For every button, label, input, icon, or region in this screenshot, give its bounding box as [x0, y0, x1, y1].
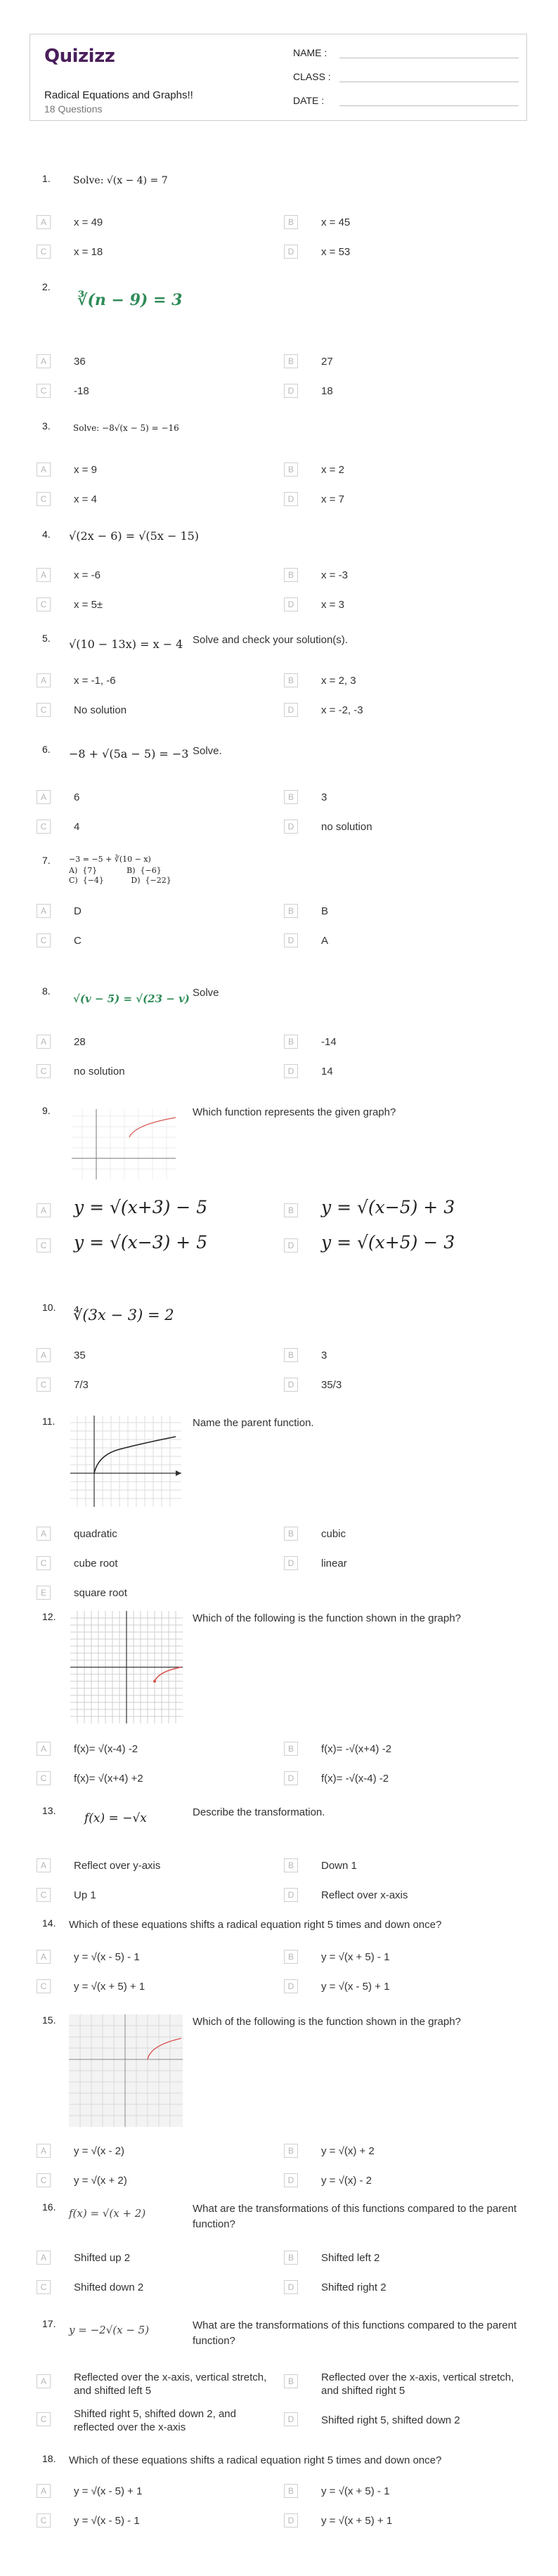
- option-letter: B: [284, 354, 298, 368]
- question-number: 8.: [42, 985, 51, 997]
- option-letter: C: [37, 597, 51, 611]
- function-graph: [70, 1611, 183, 1723]
- option-letter: B: [284, 1035, 298, 1049]
- option-letter: C: [37, 1238, 51, 1253]
- option-d[interactable]: [284, 2280, 516, 2297]
- option-text: Shifted left 2: [321, 2252, 380, 2264]
- option-b[interactable]: [284, 2144, 516, 2161]
- option-c[interactable]: [37, 597, 268, 614]
- option-b[interactable]: [284, 462, 516, 479]
- option-letter: B: [284, 2251, 298, 2265]
- option-c[interactable]: [37, 1556, 268, 1573]
- option-letter: B: [284, 1950, 298, 1964]
- option-letter: B: [284, 2144, 298, 2158]
- question-number: 7.: [42, 855, 51, 866]
- question-count: 18 Questions: [44, 103, 103, 115]
- option-d[interactable]: [284, 1232, 516, 1255]
- option-a[interactable]: [37, 568, 268, 585]
- option-d[interactable]: [284, 1771, 516, 1788]
- option-c[interactable]: [37, 1771, 268, 1788]
- option-b[interactable]: [284, 1742, 516, 1759]
- option-a[interactable]: [37, 2484, 268, 2501]
- option-letter: D: [284, 1238, 298, 1253]
- option-text: y = √(x) - 2: [321, 2175, 372, 2187]
- option-b[interactable]: [284, 1527, 516, 1543]
- option-text: no solution: [321, 821, 372, 833]
- option-letter: E: [37, 1586, 51, 1600]
- option-d[interactable]: [284, 245, 516, 261]
- option-letter: A: [37, 673, 51, 687]
- option-text: x = -1, -6: [74, 675, 116, 687]
- option-text: x = -3: [321, 569, 348, 581]
- option-letter: B: [284, 1348, 298, 1362]
- option-d[interactable]: [284, 597, 516, 614]
- option-text: x = 7: [321, 493, 344, 505]
- option-letter: A: [37, 1203, 51, 1217]
- option-letter: C: [37, 1888, 51, 1902]
- option-a[interactable]: [37, 215, 268, 232]
- option-a[interactable]: [37, 2251, 268, 2267]
- option-letter: C: [37, 1771, 51, 1785]
- option-letter: C: [37, 1556, 51, 1570]
- option-c[interactable]: [37, 384, 268, 401]
- option-a[interactable]: [37, 673, 268, 690]
- option-text: y = √(x+3) − 5: [74, 1197, 208, 1217]
- question-number: 10.: [42, 1302, 56, 1313]
- option-letter: D: [284, 2173, 298, 2187]
- question-prompt: Which of the following is the function shown in the graph?: [193, 2016, 461, 2028]
- option-letter: B: [284, 215, 298, 229]
- option-text: square root: [74, 1587, 127, 1599]
- option-letter: D: [284, 2412, 298, 2426]
- option-letter: A: [37, 1348, 51, 1362]
- option-text: Shifted right 5, shifted down 2: [321, 2414, 460, 2426]
- option-text: 3: [321, 1350, 327, 1361]
- question-number: 5.: [42, 633, 51, 644]
- option-text: cube root: [74, 1558, 118, 1569]
- option-text: Shifted right 2: [321, 2281, 387, 2293]
- option-d[interactable]: [284, 2173, 516, 2190]
- question-number: 14.: [42, 1917, 56, 1929]
- question-number: 4.: [42, 529, 51, 540]
- option-text: x = -6: [74, 569, 100, 581]
- option-letter: A: [37, 1950, 51, 1964]
- option-d[interactable]: [284, 384, 516, 401]
- option-c[interactable]: [37, 492, 268, 509]
- option-letter: A: [37, 2374, 51, 2388]
- question-prompt: Which of these equations shifts a radical equation right 5 times and down once?: [69, 2454, 442, 2466]
- option-letter: D: [284, 1556, 298, 1570]
- option-c[interactable]: [37, 1888, 268, 1905]
- option-text: A: [321, 935, 329, 947]
- option-letter: D: [284, 2513, 298, 2528]
- option-d[interactable]: [284, 933, 516, 950]
- option-text: x = 49: [74, 216, 103, 228]
- option-text: Reflected over the x-axis, vertical stretch, and shifted left 5: [74, 2371, 267, 2397]
- option-text: x = 4: [74, 493, 97, 505]
- question-math: −8 + √(5a − 5) = −3: [69, 747, 189, 760]
- option-letter: D: [284, 820, 298, 834]
- option-letter: D: [284, 492, 298, 506]
- question-prompt: What are the transformations of this functions compared to the parent function?: [193, 2319, 517, 2347]
- option-letter: D: [284, 1771, 298, 1785]
- question-number: 2.: [42, 281, 51, 292]
- option-text: No solution: [74, 704, 127, 716]
- option-b[interactable]: [284, 215, 516, 232]
- option-c[interactable]: [37, 2407, 268, 2433]
- option-text: cubic: [321, 1528, 346, 1540]
- option-d[interactable]: [284, 492, 516, 509]
- option-letter: D: [284, 245, 298, 259]
- option-text: D: [74, 905, 82, 917]
- option-text: x = 53: [321, 246, 351, 258]
- option-e[interactable]: [37, 1586, 268, 1603]
- option-a[interactable]: [37, 1950, 268, 1967]
- option-b[interactable]: [284, 904, 516, 921]
- question-number: 17.: [42, 2318, 56, 2329]
- option-letter: A: [37, 1527, 51, 1541]
- option-a[interactable]: [37, 462, 268, 479]
- option-text: 28: [74, 1036, 86, 1048]
- option-b[interactable]: [284, 673, 516, 690]
- option-a[interactable]: [37, 2370, 268, 2397]
- option-text: B: [321, 905, 329, 917]
- date-field[interactable]: [293, 95, 324, 106]
- option-b[interactable]: [284, 354, 516, 371]
- question-prompt: Which of these equations shifts a radical equation right 5 times and down once?: [69, 1919, 442, 1931]
- option-letter: C: [37, 703, 51, 717]
- option-letter: C: [37, 2280, 51, 2294]
- option-b[interactable]: [284, 1035, 516, 1051]
- option-a[interactable]: [37, 2144, 268, 2161]
- option-text: x = 2: [321, 464, 344, 476]
- option-c[interactable]: [37, 2173, 268, 2190]
- option-text: y = √(x + 5) - 1: [321, 1951, 390, 1963]
- quizizz-logo: Quizizz: [44, 46, 115, 67]
- option-letter: A: [37, 215, 51, 229]
- option-letter: C: [37, 492, 51, 506]
- option-text: Shifted right 5, shifted down 2, and reflected over the x-axis: [74, 2408, 236, 2433]
- option-a[interactable]: [37, 1858, 268, 1875]
- question-math: −3 = −5 + ∛(10 − x): [69, 855, 151, 864]
- function-graph: [69, 2014, 183, 2127]
- question-math: √(2x − 6) = √(5x − 15): [69, 529, 200, 543]
- option-letter: D: [284, 2280, 298, 2294]
- option-text: Shifted down 2: [74, 2281, 144, 2293]
- option-text: x = 5±: [74, 599, 103, 611]
- question-prompt: Solve.: [193, 745, 222, 757]
- option-letter: D: [284, 703, 298, 717]
- question-prompt: Name the parent function.: [193, 1417, 314, 1429]
- option-b[interactable]: [284, 2251, 516, 2267]
- option-letter: D: [284, 1888, 298, 1902]
- option-text: x = 2, 3: [321, 675, 356, 687]
- option-letter: D: [284, 384, 298, 398]
- option-text: x = 9: [74, 464, 97, 476]
- option-c[interactable]: [37, 2513, 268, 2530]
- question-prompt: Solve and check your solution(s).: [193, 634, 348, 646]
- option-letter: C: [37, 1064, 51, 1078]
- option-text: 36: [74, 356, 86, 368]
- option-letter: B: [284, 2374, 298, 2388]
- name-field[interactable]: [293, 47, 327, 58]
- option-a[interactable]: [37, 354, 268, 371]
- option-c[interactable]: [37, 820, 268, 836]
- class-field[interactable]: [293, 71, 331, 82]
- question-prompt: Which function represents the given graph?: [193, 1106, 396, 1118]
- question-number: 6.: [42, 744, 51, 755]
- option-letter: A: [37, 904, 51, 918]
- question-math: Solve: √(x − 4) = 7: [73, 175, 168, 186]
- question-prompt: Which of the following is the function shown in the graph?: [193, 1612, 461, 1624]
- option-a[interactable]: [37, 790, 268, 807]
- function-graph: [70, 1416, 181, 1507]
- option-text: x = -2, -3: [321, 704, 363, 716]
- option-letter: A: [37, 2251, 51, 2265]
- option-text: y = √(x) + 2: [321, 2145, 375, 2157]
- date-label: DATE :: [293, 95, 325, 106]
- question-number: 12.: [42, 1611, 56, 1622]
- option-letter: B: [284, 2484, 298, 2498]
- option-letter: B: [284, 568, 298, 582]
- option-letter: D: [284, 597, 298, 611]
- question-choices-line-1: A) {7} B) {−6}: [69, 866, 162, 875]
- option-b[interactable]: [284, 1348, 516, 1365]
- option-text: f(x)= -√(x-4) -2: [321, 1773, 389, 1785]
- option-d[interactable]: [284, 1064, 516, 1081]
- question-math: f(x) = −√x: [84, 1811, 147, 1825]
- option-text: 6: [74, 791, 80, 803]
- option-letter: C: [37, 933, 51, 947]
- option-d[interactable]: [284, 1979, 516, 1996]
- option-letter: C: [37, 245, 51, 259]
- option-letter: B: [284, 1742, 298, 1756]
- question-math: Solve: −8√(x − 5) = −16: [73, 423, 179, 433]
- option-a[interactable]: [37, 904, 268, 921]
- option-text: y = √(x - 5) - 1: [74, 1951, 140, 1963]
- option-text: 35/3: [321, 1379, 342, 1391]
- option-text: y = √(x−3) + 5: [74, 1232, 208, 1253]
- option-letter: D: [284, 1979, 298, 1993]
- option-d[interactable]: [284, 1888, 516, 1905]
- option-text: y = √(x + 5) - 1: [321, 2485, 390, 2497]
- class-label: CLASS :: [293, 71, 331, 82]
- option-letter: A: [37, 1858, 51, 1872]
- option-letter: C: [37, 2513, 51, 2528]
- option-letter: B: [284, 904, 298, 918]
- option-b[interactable]: [284, 1950, 516, 1967]
- question-math: f(x) = √(x + 2): [69, 2207, 146, 2220]
- option-letter: B: [284, 673, 298, 687]
- option-text: 3: [321, 791, 327, 803]
- question-math: √(10 − 13x) = x − 4: [69, 637, 183, 651]
- option-letter: A: [37, 1742, 51, 1756]
- option-text: linear: [321, 1558, 347, 1569]
- option-d[interactable]: [284, 2513, 516, 2530]
- question-number: 3.: [42, 420, 51, 432]
- worksheet-header: [30, 34, 527, 121]
- question-number: 16.: [42, 2201, 56, 2213]
- question-prompt: Solve: [193, 987, 219, 999]
- option-letter: A: [37, 354, 51, 368]
- option-letter: B: [284, 1858, 298, 1872]
- option-letter: C: [37, 2173, 51, 2187]
- option-b[interactable]: [284, 2484, 516, 2501]
- option-d[interactable]: [284, 2407, 516, 2426]
- option-text: y = √(x - 5) + 1: [74, 2485, 143, 2497]
- question-math: y = −2√(x − 5): [69, 2324, 150, 2336]
- option-text: y = √(x + 5) + 1: [321, 2515, 393, 2527]
- option-b[interactable]: [284, 1197, 516, 1220]
- option-c[interactable]: [37, 245, 268, 261]
- question-math: ∛(n − 9) = 3: [77, 291, 183, 309]
- option-text: 14: [321, 1066, 333, 1077]
- option-letter: A: [37, 790, 51, 804]
- option-text: 7/3: [74, 1379, 89, 1391]
- question-math: √(v − 5) = √(23 − v): [73, 992, 190, 1005]
- option-letter: B: [284, 790, 298, 804]
- option-d[interactable]: [284, 703, 516, 720]
- option-letter: A: [37, 2144, 51, 2158]
- option-letter: B: [284, 462, 298, 477]
- option-c[interactable]: [37, 1378, 268, 1394]
- option-c[interactable]: [37, 703, 268, 720]
- question-number: 1.: [42, 173, 51, 184]
- question-prompt: Describe the transformation.: [193, 1806, 325, 1818]
- worksheet-title: Radical Equations and Graphs!!: [44, 89, 193, 101]
- question-number: 13.: [42, 1805, 56, 1816]
- option-text: y = √(x + 2): [74, 2175, 127, 2187]
- option-text: no solution: [74, 1066, 125, 1077]
- option-a[interactable]: [37, 1035, 268, 1051]
- option-text: f(x)= -√(x+4) -2: [321, 1743, 391, 1755]
- option-c[interactable]: [37, 1064, 268, 1081]
- option-text: Shifted up 2: [74, 2252, 131, 2264]
- option-d[interactable]: [284, 1556, 516, 1573]
- question-choices-line-2: C) {−4} D) {−22}: [69, 876, 171, 885]
- option-letter: B: [284, 1203, 298, 1217]
- option-b[interactable]: [284, 568, 516, 585]
- option-text: 35: [74, 1350, 86, 1361]
- option-letter: A: [37, 462, 51, 477]
- option-letter: C: [37, 1979, 51, 1993]
- name-label: NAME :: [293, 47, 327, 58]
- question-math: ∜(3x − 3) = 2: [73, 1307, 174, 1323]
- option-c[interactable]: [37, 2280, 268, 2297]
- option-text: Up 1: [74, 1889, 96, 1901]
- option-a[interactable]: [37, 1348, 268, 1365]
- option-letter: C: [37, 384, 51, 398]
- question-number: 18.: [42, 2453, 56, 2464]
- option-a[interactable]: [37, 1742, 268, 1759]
- option-a[interactable]: [37, 1527, 268, 1543]
- option-text: x = 18: [74, 246, 103, 258]
- option-text: y = √(x−5) + 3: [321, 1197, 455, 1217]
- option-letter: D: [284, 1064, 298, 1078]
- option-text: x = 45: [321, 216, 351, 228]
- option-text: 4: [74, 821, 80, 833]
- option-a[interactable]: [37, 1197, 268, 1220]
- option-text: Down 1: [321, 1860, 357, 1872]
- option-letter: C: [37, 1378, 51, 1392]
- option-letter: C: [37, 820, 51, 834]
- option-text: y = √(x+5) − 3: [321, 1232, 455, 1253]
- option-text: y = √(x - 5) + 1: [321, 1981, 390, 1993]
- option-text: y = √(x + 5) + 1: [74, 1981, 145, 1993]
- option-text: Reflected over the x-axis, vertical stretch, and shifted right 5: [321, 2371, 514, 2397]
- option-text: f(x)= √(x-4) -2: [74, 1743, 138, 1755]
- option-c[interactable]: [37, 1979, 268, 1996]
- function-graph: [72, 1109, 176, 1179]
- option-text: quadratic: [74, 1528, 117, 1540]
- option-letter: A: [37, 1035, 51, 1049]
- option-text: C: [74, 935, 82, 947]
- option-text: 27: [321, 356, 333, 368]
- option-text: 18: [321, 385, 333, 397]
- question-number: 9.: [42, 1105, 51, 1116]
- option-text: Reflect over y-axis: [74, 1860, 161, 1872]
- option-letter: C: [37, 2412, 51, 2426]
- question-number: 15.: [42, 2014, 56, 2026]
- option-letter: D: [284, 933, 298, 947]
- option-text: f(x)= √(x+4) +2: [74, 1773, 143, 1785]
- option-d[interactable]: [284, 1378, 516, 1394]
- question-prompt: What are the transformations of this functions compared to the parent function?: [193, 2203, 517, 2230]
- question-number: 11.: [42, 1416, 56, 1427]
- option-b[interactable]: [284, 1858, 516, 1875]
- option-d[interactable]: [284, 820, 516, 836]
- option-letter: A: [37, 568, 51, 582]
- option-b[interactable]: [284, 2370, 516, 2397]
- option-c[interactable]: [37, 1232, 268, 1255]
- option-text: -18: [74, 385, 89, 397]
- option-text: x = 3: [321, 599, 344, 611]
- option-b[interactable]: [284, 790, 516, 807]
- option-c[interactable]: [37, 933, 268, 950]
- option-text: y = √(x - 5) - 1: [74, 2515, 140, 2527]
- option-letter: B: [284, 1527, 298, 1541]
- option-text: y = √(x - 2): [74, 2145, 124, 2157]
- option-text: -14: [321, 1036, 337, 1048]
- option-letter: D: [284, 1378, 298, 1392]
- option-letter: A: [37, 2484, 51, 2498]
- option-text: Reflect over x-axis: [321, 1889, 408, 1901]
